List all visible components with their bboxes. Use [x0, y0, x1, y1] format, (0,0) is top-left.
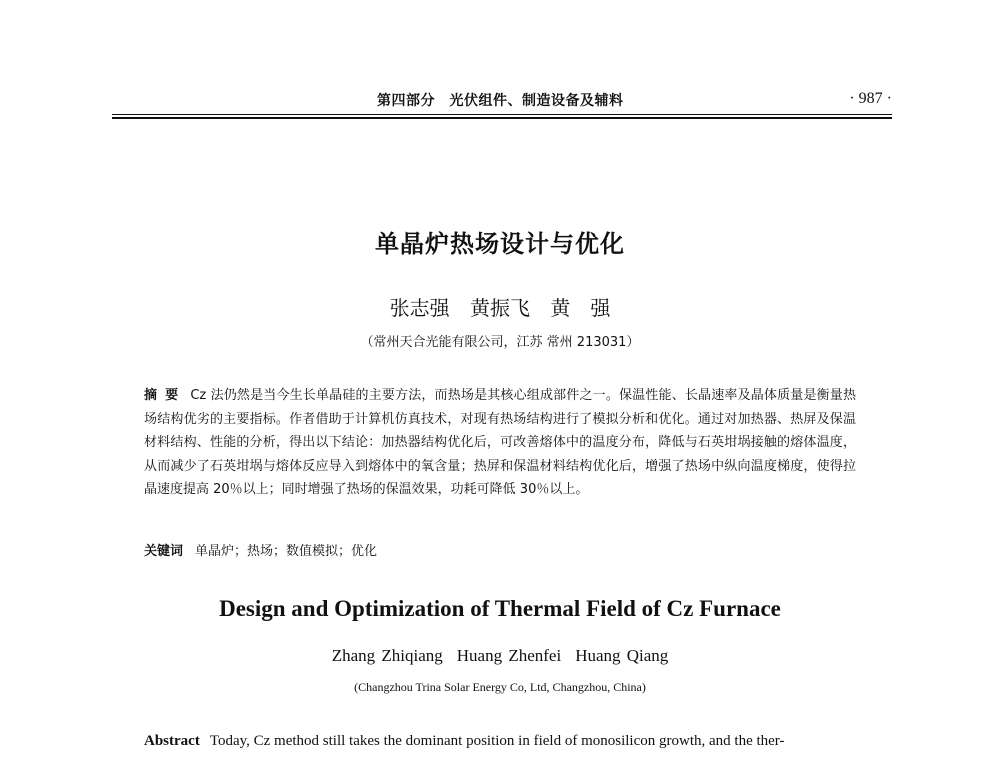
- header-rule-thick: [112, 117, 892, 119]
- english-authors: [0, 646, 1000, 666]
- english-abstract-text: Today, Cz method still takes the dominant position in field of monosilicon growth, and the ther-: [209, 733, 785, 749]
- english-author: Huang Zhenfei: [456, 646, 562, 665]
- english-author: Huang Qiang: [575, 646, 669, 665]
- chinese-author: 黄振飞: [470, 296, 530, 320]
- header-rule-thin: [112, 114, 892, 115]
- chinese-title: 单晶炉热场设计与优化: [375, 230, 625, 258]
- header-page-number: · 987 ·: [849, 90, 892, 107]
- english-abstract: [144, 733, 856, 750]
- chinese-keywords-label: 关键词: [144, 544, 184, 559]
- running-header: [112, 90, 892, 112]
- chinese-abstract-text: Cz 法仍然是当今生长单晶硅的主要方法，而热场是其核心组成部件之一。保温性能、长晶速率及晶体质量是衡量热场结构优劣的主要指标。作者借助于计算机仿真技术，对现有热场结构进行了模拟分析和优化。通过对加热器、热屏及保温材料结构、性能的分析，得出以下结论：加热器结构优化后，可改善熔体中的温度分布，降低与石英坩埚接触的熔体温度，从而减少了石英坩埚与熔体反应导入到熔体中的氧含量；热屏和保温材料结构优化后，增强了热场中纵向温度梯度，使得拉晶速度提高 20％以上；同时增强了热场的保温效果，功耗可降低 30％以上。: [144, 388, 856, 497]
- chinese-authors: [0, 292, 1000, 321]
- chinese-author: 黄 强: [550, 296, 611, 320]
- english-author: Zhang Zhiqiang: [331, 646, 443, 665]
- chinese-affiliation: （常州天合光能有限公司，江苏 常州 213031）: [360, 335, 640, 350]
- chinese-abstract-label: 摘要: [144, 388, 187, 403]
- chinese-keywords: [144, 540, 856, 559]
- english-title: Design and Optimization of Thermal Field of Cz Furnace: [219, 596, 781, 621]
- chinese-keywords-text: 单晶炉；热场；数值模拟；优化: [195, 544, 378, 559]
- chinese-abstract: [144, 384, 856, 502]
- chinese-author: 张志强: [389, 296, 450, 320]
- english-abstract-label: Abstract: [144, 733, 200, 749]
- english-affiliation: (Changzhou Trina Solar Energy Co, Ltd, Changzhou, China): [354, 680, 646, 694]
- header-section-title: 第四部分 光伏组件、制造设备及辅料: [377, 93, 624, 109]
